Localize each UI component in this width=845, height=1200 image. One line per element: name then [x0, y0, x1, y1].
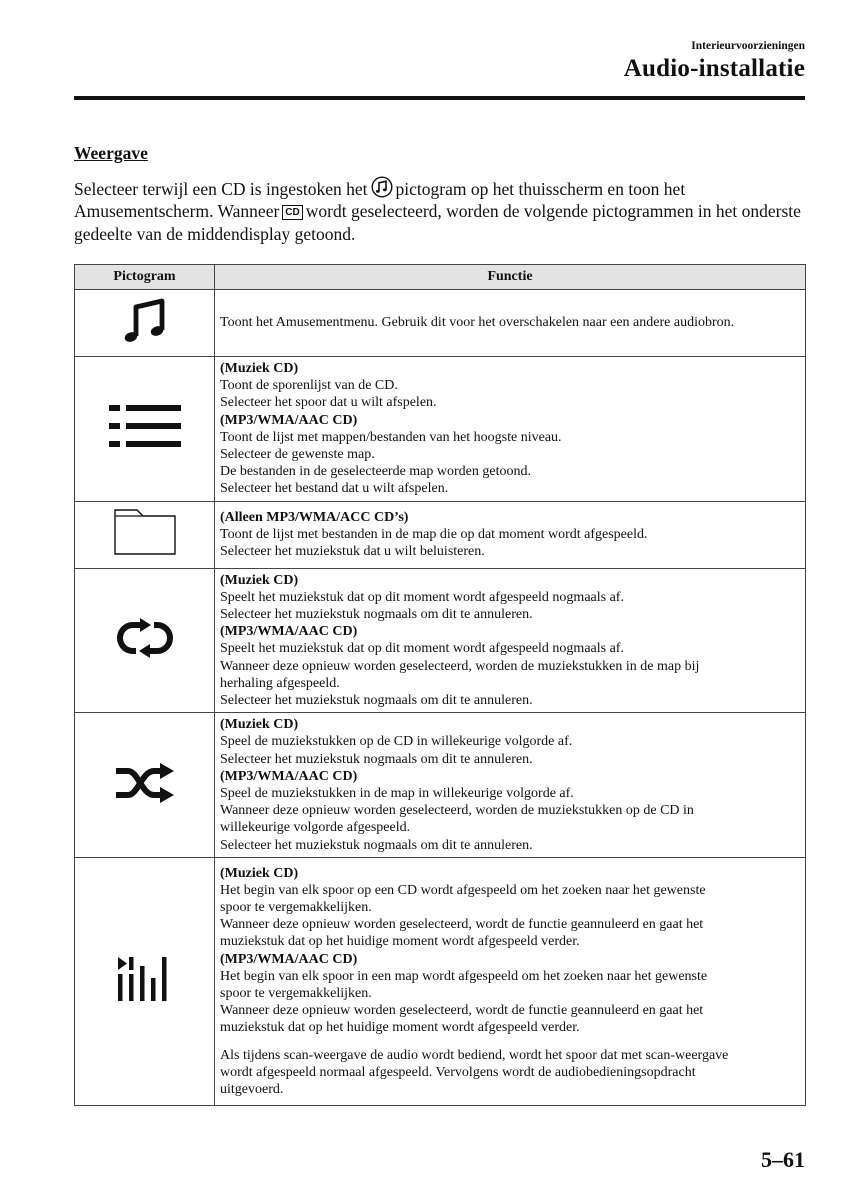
description-line: Selecteer het muziekstuk nogmaals om dit te annuleren.	[220, 751, 533, 767]
cd-type-heading: (Muziek CD)	[220, 865, 299, 881]
table-header-row	[75, 265, 806, 290]
row-description	[215, 357, 806, 502]
table-row	[75, 290, 806, 357]
paragraph-gap	[220, 1037, 799, 1047]
description-line: Selecteer het muziekstuk nogmaals om dit te annuleren.	[220, 837, 533, 853]
description-line: Selecteer het muziekstuk dat u wilt beluisteren.	[220, 544, 485, 560]
row-description	[215, 501, 806, 568]
description-line: Als tijdens scan-weergave de audio wordt bediend, wordt het spoor dat met scan-weergave	[220, 1047, 729, 1063]
description-line: wordt afgespeeld normaal afgespeeld. Vervolgens wordt de audiobedieningsopdracht	[220, 1064, 696, 1080]
intro-text-3: wordt geselecteerd, worden de volgende pictogrammen in het onderste gedeelte van de middendisplay getoond.	[74, 201, 801, 244]
cd-type-heading: (Muziek CD)	[220, 572, 299, 588]
folder-icon	[113, 508, 177, 556]
music-note-icon	[121, 297, 169, 345]
description-line: Toont de lijst met bestanden in de map die op dat moment wordt afgespeeld.	[220, 527, 648, 543]
cd-type-heading: (MP3/WMA/AAC CD)	[220, 768, 358, 784]
intro-text-2: pictogram op het thuisscherm en toon het Amusementscherm. Wanneer	[74, 179, 686, 222]
description-line: Wanneer deze opnieuw worden geselecteerd, wordt de functie geannuleerd en gaat het	[220, 1003, 704, 1019]
description-line: Het begin van elk spoor in een map wordt afgespeeld om het zoeken naar het gewenste	[220, 968, 708, 984]
page-number: 5–61	[761, 1147, 805, 1172]
table-row	[75, 568, 806, 713]
intro-paragraph	[74, 176, 809, 245]
row-description	[215, 857, 806, 1105]
description-line: Toont de lijst met mappen/bestanden van het hoogste niveau.	[220, 429, 562, 445]
shuffle-icon	[114, 763, 176, 803]
description-line: Selecteer de gewenste map.	[220, 447, 375, 463]
description-line: Selecteer het spoor dat u wilt afspelen.	[220, 395, 437, 411]
cd-type-heading: (MP3/WMA/AAC CD)	[220, 951, 358, 967]
table-row	[75, 713, 806, 858]
description-line: muziekstuk dat op het huidige moment wordt afgespeeld verder.	[220, 934, 580, 950]
table-row	[75, 357, 806, 502]
description-line: Wanneer deze opnieuw worden geselecteerd, worden de muziekstukken op de CD in	[220, 803, 694, 819]
description-line: Het begin van elk spoor op een CD wordt afgespeeld om het zoeken naar het gewenste	[220, 882, 706, 898]
cd-type-heading: (Muziek CD)	[220, 361, 299, 376]
description-line: spoor te vergemakkelijken.	[220, 899, 372, 915]
description-line: muziekstuk dat op het huidige moment wordt afgespeeld verder.	[220, 1020, 580, 1036]
function-table	[74, 264, 806, 1106]
cd-type-heading: (MP3/WMA/AAC CD)	[220, 412, 358, 428]
description-line: uitgevoerd.	[220, 1081, 284, 1097]
row-description	[215, 713, 806, 858]
table-row	[75, 857, 806, 1105]
description-line: herhaling afgespeeld.	[220, 675, 340, 691]
description-line: Selecteer het bestand dat u wilt afspelen.	[220, 481, 449, 497]
list-icon	[109, 403, 181, 449]
description-line: Speel de muziekstukken in de map in willekeurige volgorde af.	[220, 786, 574, 802]
intro-text-1: Selecteer terwijl een CD is ingestoken het	[74, 179, 368, 199]
table-row	[75, 501, 806, 568]
description-line: De bestanden in de geselecteerde map worden getoond.	[220, 464, 531, 480]
cd-type-heading: (Muziek CD)	[220, 717, 299, 733]
scan-icon	[117, 957, 173, 1001]
column-header-functie: Functie	[215, 265, 806, 290]
row-description	[215, 568, 806, 713]
description-line: Speelt het muziekstuk dat op dit moment wordt afgespeeld nogmaals af.	[220, 641, 624, 657]
page-title: Audio-installatie	[623, 55, 805, 82]
description-line: Selecteer het muziekstuk nogmaals om dit te annuleren.	[220, 607, 533, 623]
section-heading: Weergave	[74, 143, 148, 163]
row-description	[215, 290, 806, 357]
description-line: Toont de sporenlijst van de CD.	[220, 378, 398, 394]
column-header-pictogram: Pictogram	[75, 265, 215, 290]
section-label: Interieurvoorzieningen	[691, 40, 805, 52]
description-line: willekeurige volgorde afgespeeld.	[220, 820, 411, 836]
description-line: Selecteer het muziekstuk nogmaals om dit te annuleren.	[220, 693, 533, 709]
cd-type-heading: (MP3/WMA/AAC CD)	[220, 624, 358, 640]
header-rule	[74, 96, 805, 100]
description-line: Speelt het muziekstuk dat op dit moment wordt afgespeeld nogmaals af.	[220, 589, 624, 605]
description-line: Wanneer deze opnieuw worden geselecteerd, wordt de functie geannuleerd en gaat het	[220, 917, 704, 933]
description-line: Speel de muziekstukken op de CD in willekeurige volgorde af.	[220, 734, 573, 750]
cd-icon: CD	[282, 205, 302, 220]
cd-type-heading: (Alleen MP3/WMA/ACC CD’s)	[220, 509, 409, 525]
repeat-icon	[115, 618, 175, 658]
description-line: Toont het Amusementmenu. Gebruik dit voor het overschakelen naar een andere audiobron.	[220, 315, 735, 331]
description-line: spoor te vergemakkelijken.	[220, 985, 372, 1001]
description-line: Wanneer deze opnieuw worden geselecteerd, worden de muziekstukken in de map bij	[220, 658, 700, 674]
music-circle-icon	[371, 176, 393, 198]
